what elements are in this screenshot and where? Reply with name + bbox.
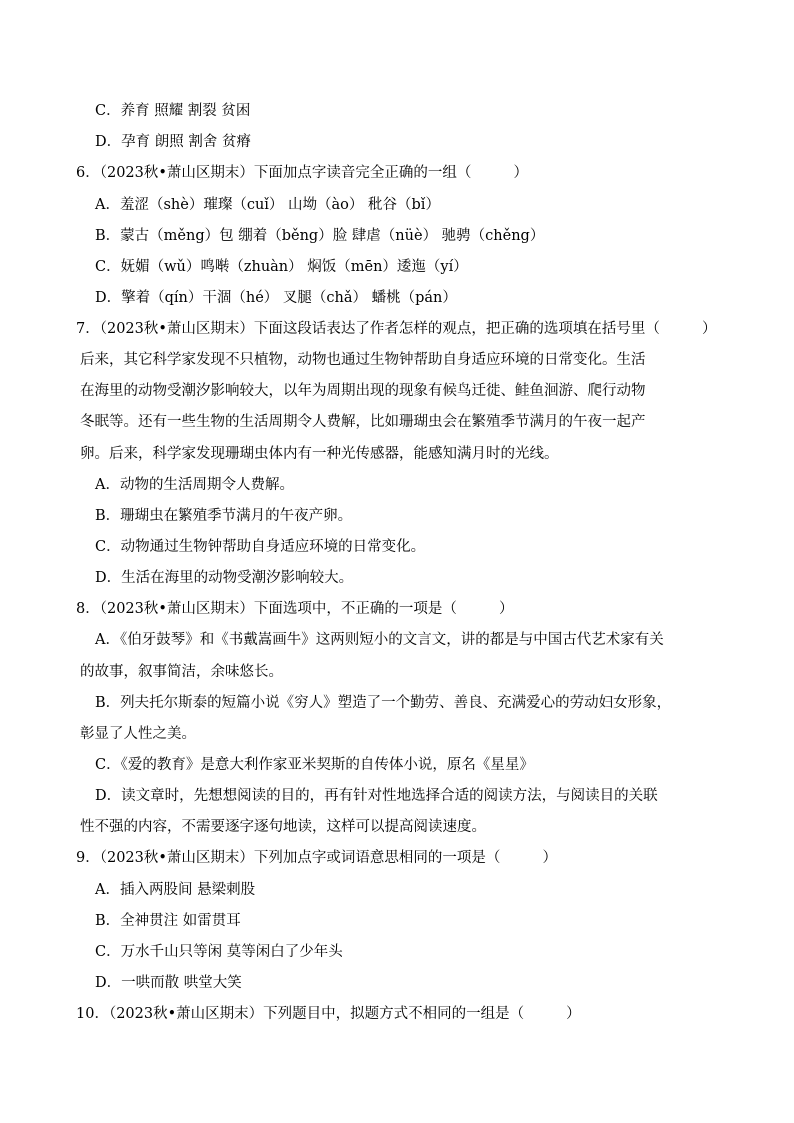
question-9-option-d: D．一哄而散 哄堂大笑: [95, 975, 242, 991]
question-8-option-b-cont: 彰显了人性之美。: [80, 726, 196, 742]
question-6-option-b: B．蒙古（měng）包 绷着（běng）脸 肆虐（nüè） 驰骋（chěng）: [95, 228, 545, 244]
question-9-close-paren: ）: [542, 850, 557, 866]
question-7-close-paren: ）: [701, 321, 717, 337]
question-8-stem: [76, 599, 513, 619]
question-8-option-a: A．《伯牙鼓琴》和《书戴嵩画牛》这两则短小的文言文，讲的都是与中国古代艺术家有关: [95, 632, 664, 648]
question-9-stem: [76, 848, 557, 868]
question-7-option-b: B．珊瑚虫在繁殖季节满月的午夜产卵。: [95, 508, 353, 524]
question-9-option-a: A．插入两股间 悬梁刺股: [95, 882, 256, 898]
question-8-option-d: D．读文章时，先想想阅读的目的，再有针对性地选择合适的阅读方法，与阅读目的关联: [95, 788, 658, 804]
question-7-passage-line: 在海里的动物受潮汐影响较大，以年为周期出现的现象有候鸟迁徙、鲑鱼洄游、爬行动物: [80, 383, 646, 399]
question-8-option-d-cont: 性不强的内容，不需要逐字逐句地读，这样可以提高阅读速度。: [80, 819, 486, 835]
question-10-close-paren: ）: [566, 1006, 581, 1022]
question-6-text: 6．（2023秋•萧山区期末）下面加点字读音完全正确的一组（: [76, 165, 472, 181]
question-10-stem: [76, 1004, 581, 1024]
question-8-option-b: B．列夫托尔斯泰的短篇小说《穷人》塑造了一个勤劳、善良、充满爱心的劳动妇女形象，: [95, 695, 672, 711]
question-7-passage-line: 冬眠等。还有一些生物的生活周期令人费解，比如珊瑚虫会在繁殖季节满月的午夜一起产: [80, 414, 646, 430]
question-7-stem: [76, 319, 716, 339]
question-10-text: 10．（2023秋•萧山区期末）下列题目中，拟题方式不相同的一组是（: [76, 1006, 525, 1022]
question-7-passage-line: 卵。后来，科学家发现珊瑚虫体内有一种光传感器，能感知满月时的光线。: [80, 446, 559, 462]
question-8-option-a-cont: 的故事，叙事简洁，余味悠长。: [80, 664, 283, 680]
question-6-option-c: C．妩媚（wǔ）鸣啭（zhuàn） 焖饭（mēn）逶迤（yí）: [95, 259, 468, 275]
question-7-passage-line: 后来，其它科学家发现不只植物，动物也通过生物钟帮助自身适应环境的日常变化。生活: [80, 352, 646, 368]
question-7-option-c: C．动物通过生物钟帮助自身适应环境的日常变化。: [95, 539, 426, 555]
question-8-close-paren: ）: [498, 601, 514, 617]
question-8-text: 8．（2023秋•萧山区期末）下面选项中，不正确的一项是（: [76, 601, 457, 617]
question-7-text: 7．（2023秋•萧山区期末）下面这段话表达了作者怎样的观点，把正确的选项填在括号里（: [76, 321, 660, 337]
question-7-option-a: A．动物的生活周期令人费解。: [95, 477, 294, 493]
question-9-option-c: C．万水千山只等闲 莫等闲白了少年头: [95, 944, 343, 960]
question-6-close-paren: ）: [513, 165, 528, 181]
question-9-text: 9．（2023秋•萧山区期末）下列加点字或词语意思相同的一项是（: [76, 850, 501, 866]
question-7-option-d: D．生活在海里的动物受潮汐影响较大。: [95, 570, 354, 586]
question-6-option-a: A．羞涩（shè）璀璨（cuǐ） 山坳（ào） 秕谷（bǐ）: [95, 197, 440, 213]
question-8-option-c: C．《爱的教育》是意大利作家亚米契斯的自传体小说，原名《星星》: [95, 757, 534, 773]
question-9-option-b: B．全神贯注 如雷贯耳: [95, 913, 241, 929]
question-6-stem: [76, 163, 528, 183]
option-d-prev: D．孕育 朗照 割舍 贫瘠: [95, 134, 251, 150]
question-6-option-d: D．擎着（qín）干涸（hé） 叉腿（chǎ） 蟠桃（pán）: [95, 290, 457, 306]
option-c-prev: C．养育 照耀 割裂 贫困: [95, 103, 251, 119]
